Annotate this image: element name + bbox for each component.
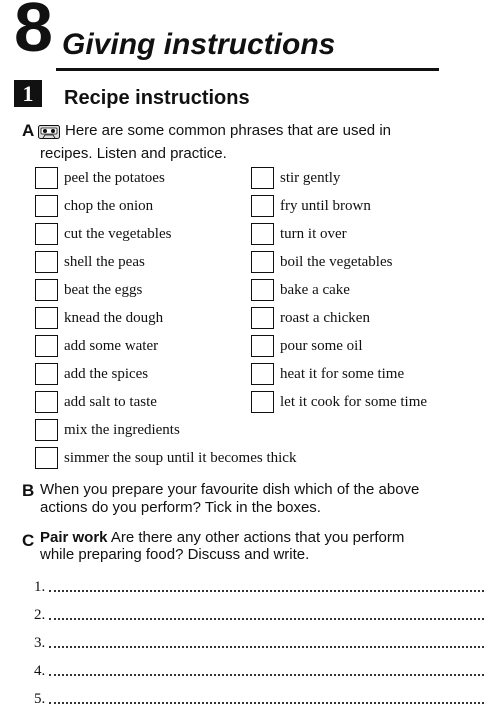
checklist-item: [35, 362, 148, 386]
answer-dotted-line[interactable]: [49, 673, 484, 676]
tick-checkbox[interactable]: [35, 391, 58, 413]
tick-checkbox[interactable]: [35, 195, 58, 217]
tick-checkbox[interactable]: [251, 167, 274, 189]
part-b-instruction-line2: actions do you perform? Tick in the boxes.: [40, 499, 321, 516]
checklist-item: [251, 278, 350, 302]
checklist-item-label: cut the vegetables: [64, 225, 172, 242]
answer-line[interactable]: [34, 576, 484, 596]
unit-title: Giving instructions: [62, 28, 336, 61]
checklist-item-label: pour some oil: [280, 337, 363, 354]
part-c-instruction-line2: while preparing food? Discuss and write.: [40, 546, 310, 563]
section-number-badge: 1: [14, 80, 42, 107]
tick-checkbox[interactable]: [35, 335, 58, 357]
answer-number: 1.: [34, 579, 46, 595]
checklist-item-label: add salt to taste: [64, 393, 157, 410]
checklist-item: [35, 222, 171, 246]
answer-line[interactable]: [34, 604, 484, 624]
checklist-item-label: peel the potatoes: [64, 169, 165, 186]
checklist-item: [35, 446, 296, 470]
checklist-item-label: fry until brown: [280, 197, 371, 214]
checklist-item: [251, 194, 371, 218]
checklist-item-label: boil the vegetables: [280, 253, 393, 270]
cassette-icon: [38, 125, 60, 139]
checklist-item: [35, 166, 165, 190]
tick-checkbox[interactable]: [251, 335, 274, 357]
answer-number: 4.: [34, 663, 46, 679]
checklist-item: [35, 418, 180, 442]
answer-line[interactable]: [34, 660, 484, 680]
checklist-item-label: chop the onion: [64, 197, 154, 214]
answer-line[interactable]: [34, 632, 484, 652]
checklist-item: [35, 390, 157, 414]
part-b-instruction-line1: When you prepare your favourite dish which of the above: [40, 481, 420, 498]
answer-dotted-line[interactable]: [49, 589, 484, 592]
checklist-item: [251, 390, 427, 414]
tick-checkbox[interactable]: [35, 167, 58, 189]
tick-checkbox[interactable]: [251, 307, 274, 329]
checklist-item-label: simmer the soup until it becomes thick: [64, 449, 297, 466]
tick-checkbox[interactable]: [251, 363, 274, 385]
unit-number: 8: [14, 0, 51, 66]
answer-line[interactable]: [34, 688, 484, 708]
part-c-letter: C: [22, 531, 35, 550]
tick-checkbox[interactable]: [35, 223, 58, 245]
part-c-instruction-text: Are there any other actions that you perform: [107, 529, 405, 546]
part-a-letter: A: [22, 121, 35, 140]
tick-checkbox[interactable]: [35, 279, 58, 301]
answer-dotted-line[interactable]: [49, 701, 484, 704]
checklist-item-label: beat the eggs: [64, 281, 143, 298]
tick-checkbox[interactable]: [251, 223, 274, 245]
checklist-item: [35, 194, 153, 218]
title-underline: [56, 68, 439, 71]
pair-work-label: Pair work: [40, 529, 108, 546]
checklist-item: [35, 306, 163, 330]
part-a-instruction-line2: recipes. Listen and practice.: [40, 145, 227, 162]
answer-number: 3.: [34, 635, 46, 651]
checklist-item-label: add some water: [64, 337, 159, 354]
answer-dotted-line[interactable]: [49, 617, 484, 620]
checklist-item-label: knead the dough: [64, 309, 164, 326]
part-a-instruction-line1: Here are some common phrases that are used in: [65, 122, 391, 139]
tick-checkbox[interactable]: [35, 419, 58, 441]
tick-checkbox[interactable]: [35, 251, 58, 273]
answer-number: 5.: [34, 691, 46, 707]
checklist-item: [251, 362, 404, 386]
checklist-item: [35, 334, 158, 358]
tick-checkbox[interactable]: [35, 363, 58, 385]
checklist-item: [251, 306, 370, 330]
checklist-item: [251, 334, 363, 358]
section-title: Recipe instructions: [64, 87, 250, 109]
tick-checkbox[interactable]: [251, 391, 274, 413]
answer-dotted-line[interactable]: [49, 645, 484, 648]
checklist-item-label: heat it for some time: [280, 365, 405, 382]
checklist-item: [35, 278, 142, 302]
tick-checkbox[interactable]: [251, 195, 274, 217]
checklist-item-label: stir gently: [280, 169, 341, 186]
tick-checkbox[interactable]: [251, 279, 274, 301]
checklist-item-label: mix the ingredients: [64, 421, 180, 438]
checklist-item: [251, 222, 347, 246]
tick-checkbox[interactable]: [35, 447, 58, 469]
part-b-letter: B: [22, 481, 35, 500]
checklist-item: [251, 250, 392, 274]
checklist-item-label: add the spices: [64, 365, 149, 382]
checklist-item-label: let it cook for some time: [280, 393, 428, 410]
checklist-item-label: turn it over: [280, 225, 347, 242]
checklist-item: [251, 166, 340, 190]
checklist-item: [35, 250, 145, 274]
checklist-item-label: roast a chicken: [280, 309, 370, 326]
checklist-item-label: bake a cake: [280, 281, 350, 298]
tick-checkbox[interactable]: [251, 251, 274, 273]
answer-number: 2.: [34, 607, 46, 623]
tick-checkbox[interactable]: [35, 307, 58, 329]
checklist-item-label: shell the peas: [64, 253, 145, 270]
